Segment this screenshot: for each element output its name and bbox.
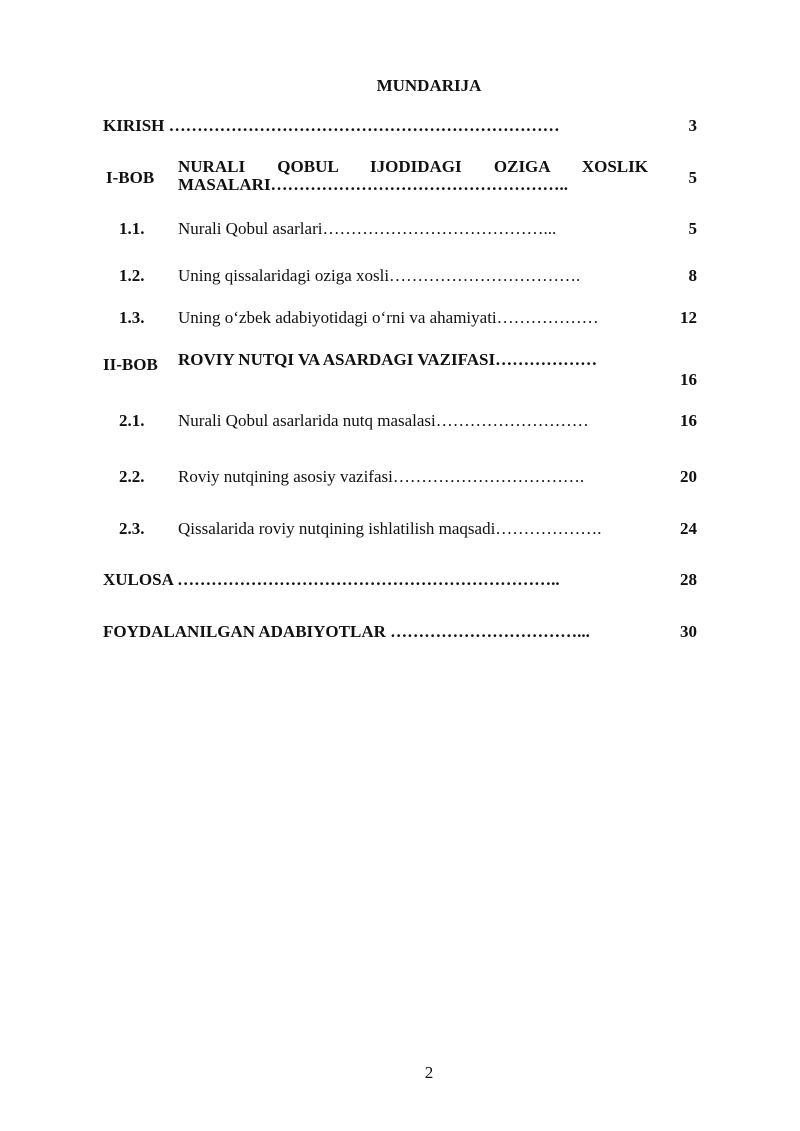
toc-section-2-1-page: 16 bbox=[680, 411, 697, 430]
toc-section-1-2-text: Uning qissalaridagi oziga xosli……………………………. bbox=[178, 266, 581, 285]
toc-section-2-2-text: Roviy nutqining asosiy vazifasi……………………………. bbox=[178, 467, 585, 486]
toc-section-1-1-number: 1.1. bbox=[119, 219, 145, 238]
toc-section-2-2-number: 2.2. bbox=[119, 467, 145, 486]
toc-entry-kirish-page: 3 bbox=[688, 116, 697, 135]
toc-entry-kirish-text: KIRISH …………………………………………………………… bbox=[103, 116, 560, 135]
toc-chapter-1-page: 5 bbox=[688, 168, 697, 187]
toc-entry-xulosa-page: 28 bbox=[680, 570, 697, 589]
toc-chapter-1-title bbox=[178, 158, 648, 194]
toc-section-2-2-page: 20 bbox=[680, 467, 697, 486]
toc-chapter-1-number: I-BOB bbox=[106, 168, 155, 187]
toc-section-2-1-number: 2.1. bbox=[119, 411, 145, 430]
toc-chapter-2-page: 16 bbox=[680, 370, 697, 389]
toc-entry-xulosa-text: XULOSA ………………………………………………………….. bbox=[103, 570, 560, 589]
toc-section-1-3-text: Uning o‘zbek adabiyotidagi o‘rni va ahamiyati……………… bbox=[178, 308, 599, 327]
toc-section-1-1-text: Nurali Qobul asarlari…………………………………... bbox=[178, 219, 557, 238]
footer-page-number: 2 bbox=[424, 1063, 434, 1082]
toc-section-2-1-text: Nurali Qobul asarlarida nutq masalasi……………………… bbox=[178, 411, 589, 430]
toc-entry-references-page: 30 bbox=[680, 622, 697, 641]
toc-section-2-3-page: 24 bbox=[680, 519, 697, 538]
toc-chapter-1-title-line1: NURALI QOBUL IJODIDAGI OZIGA XOSLIK bbox=[178, 157, 648, 176]
toc-section-2-3-text: Qissalarida roviy nutqining ishlatilish maqsadi………………. bbox=[178, 519, 602, 538]
toc-chapter-1-title-line2: MASALARI…………………………………………….. bbox=[178, 175, 569, 194]
toc-section-1-1-page: 5 bbox=[688, 219, 697, 238]
toc-section-2-3-number: 2.3. bbox=[119, 519, 145, 538]
toc-chapter-2-title: ROVIY NUTQI VA ASARDAGI VAZIFASI……………… bbox=[178, 350, 598, 369]
page-title: MUNDARIJA bbox=[376, 76, 482, 95]
toc-entry-references-text: FOYDALANILGAN ADABIYOTLAR ……………………………... bbox=[103, 622, 590, 641]
toc-section-1-3-page: 12 bbox=[680, 308, 697, 327]
toc-section-1-2-number: 1.2. bbox=[119, 266, 145, 285]
toc-section-1-3-number: 1.3. bbox=[119, 308, 145, 327]
toc-section-1-2-page: 8 bbox=[688, 266, 697, 285]
toc-chapter-2-number: II-BOB bbox=[103, 355, 158, 374]
